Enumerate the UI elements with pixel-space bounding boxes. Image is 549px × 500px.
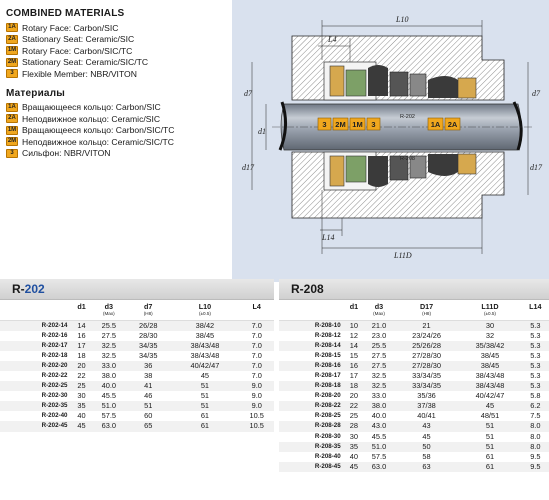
- table-cell: 46: [144, 391, 153, 401]
- table-cell: 38/43/48: [475, 370, 505, 380]
- table-row: [279, 351, 549, 361]
- table-cell: 27/28/30: [412, 350, 441, 360]
- material-en-item: [6, 57, 228, 69]
- table-cell: 5.3: [522, 361, 549, 371]
- table-cell: 38/45: [480, 350, 500, 360]
- table-row: [0, 391, 274, 401]
- model-cell: R-208-28: [279, 421, 345, 431]
- table-cell: 8.0: [530, 431, 541, 441]
- material-badge: 2M: [7, 58, 17, 65]
- table-row: [0, 331, 274, 341]
- table-cell: 21: [395, 320, 458, 331]
- table-cell: 33.0: [371, 391, 387, 401]
- table-cell: 7.0: [239, 341, 274, 351]
- model-cell: R-208-18: [279, 381, 345, 391]
- column-header-label: d1: [77, 302, 86, 311]
- table-row: [0, 411, 274, 421]
- tag-right-0: 1A: [430, 120, 441, 129]
- table-cell: 38/45: [195, 330, 215, 340]
- table-r202-grid: [0, 300, 274, 432]
- model-cell: R-202-35: [0, 401, 71, 411]
- table-row: [279, 320, 549, 331]
- table-row: [0, 341, 274, 351]
- table-cell: 7.0: [251, 370, 262, 380]
- table-cell: 58: [422, 451, 431, 461]
- table-cell: 14: [71, 320, 91, 331]
- material-text: Rotary Face: Carbon/SIC: [22, 22, 119, 33]
- tag-left-3: 3: [371, 120, 376, 129]
- material-badge: 1M: [7, 126, 17, 133]
- table-cell: 25.5: [92, 320, 127, 331]
- table-cell: 28/30: [138, 330, 158, 340]
- table-row: [279, 462, 549, 472]
- table-cell: 51.0: [363, 442, 395, 452]
- table-cell: 5.3: [530, 350, 541, 360]
- table-row: [279, 411, 549, 421]
- column-header: [71, 300, 91, 320]
- table-cell: 32.5: [101, 350, 116, 360]
- material-ru-item: [6, 113, 228, 125]
- model-cell: R-208-12: [314, 331, 341, 339]
- column-header-label: D17: [419, 302, 434, 311]
- material-text: Rotary Face: Carbon/SIC/TC: [22, 45, 133, 56]
- table-cell: 45.5: [101, 391, 116, 401]
- material-text: Stationary Seat: Ceramic/SIC: [22, 34, 135, 45]
- table-cell: 12: [349, 330, 359, 340]
- material-en-item: [6, 68, 228, 80]
- column-header-label: d3: [374, 302, 384, 311]
- table-cell: 45: [71, 421, 91, 431]
- table-cell: 14: [345, 341, 363, 351]
- table-cell: 5.3: [522, 381, 549, 391]
- material-ru-item: [6, 136, 228, 148]
- table-cell: 27.5: [363, 361, 395, 371]
- table-cell: 20: [349, 391, 359, 401]
- material-en-item: [6, 45, 228, 57]
- column-header: [279, 300, 345, 320]
- materials-title-ru: Материалы: [6, 87, 65, 99]
- model-cell: R-208-40: [314, 452, 341, 460]
- table-cell: 51.0: [92, 401, 127, 411]
- dim-d17: d17: [242, 163, 254, 172]
- model-cell: R-202-40: [41, 412, 68, 420]
- material-en-item: [6, 34, 228, 46]
- table-cell: 57.5: [371, 451, 387, 461]
- column-header-sub: (H8): [143, 311, 153, 316]
- table-cell: 40.0: [92, 381, 127, 391]
- table-cell: 35/38/42: [458, 341, 521, 351]
- table-cell: 51: [458, 421, 521, 431]
- table-cell: 10.5: [249, 411, 264, 421]
- table-row: [279, 381, 549, 391]
- table-cell: 40: [349, 451, 359, 461]
- model-cell: R-208-35: [279, 442, 345, 452]
- column-header-sub: (±0.5): [483, 311, 496, 316]
- table-cell: 34/35: [126, 341, 170, 351]
- tag-right-1: 2A: [447, 120, 458, 129]
- table-cell: 25.5: [363, 341, 395, 351]
- model-cell: R-208-20: [314, 392, 341, 400]
- model-cell: R-202-45: [0, 421, 71, 431]
- table-cell: 7.5: [530, 411, 541, 421]
- column-header-label: L14: [529, 302, 542, 311]
- table-cell: 38/43/48: [458, 381, 521, 391]
- table-cell: 65: [126, 421, 170, 431]
- table-row: [279, 371, 549, 381]
- table-cell: 9.0: [251, 391, 262, 401]
- table-r202-title-accent: 202: [24, 282, 45, 296]
- table-r208: [279, 279, 549, 500]
- table-cell: 9.0: [239, 381, 274, 391]
- table-cell: 33/34/35: [412, 370, 441, 380]
- table-row: [0, 401, 274, 411]
- table-cell: 5.3: [522, 341, 549, 351]
- table-row: [0, 351, 274, 361]
- dim-l10: L10: [396, 15, 409, 24]
- table-cell: 33/34/35: [395, 381, 458, 391]
- table-cell: 5.8: [530, 391, 541, 401]
- material-en-item: [6, 22, 228, 34]
- materials-list-ru: [6, 102, 228, 160]
- tag-left-0: 3: [322, 120, 327, 129]
- dim-d7: d7: [244, 89, 252, 98]
- table-cell: 38: [144, 370, 153, 380]
- table-cell: 32.5: [371, 370, 387, 380]
- model-cell: R-202-22: [41, 371, 68, 379]
- table-cell: 61: [485, 451, 495, 461]
- table-cell: 45: [345, 462, 363, 472]
- table-row: [279, 391, 549, 401]
- model-cell: R-208-16: [279, 361, 345, 371]
- material-ru-item: [6, 102, 228, 114]
- table-cell: 38/42: [170, 320, 239, 331]
- table-cell: 50: [395, 442, 458, 452]
- table-row: [279, 361, 549, 371]
- table-cell: 45: [422, 431, 431, 441]
- column-header-sub: (Max): [102, 311, 115, 316]
- table-cell: 40/41: [417, 411, 436, 421]
- model-cell: R-202-17: [0, 341, 71, 351]
- table-cell: 15: [349, 350, 359, 360]
- table-cell: 45: [458, 401, 521, 411]
- material-badge: 3: [6, 149, 18, 158]
- table-row: [279, 421, 549, 431]
- table-cell: 32.5: [92, 341, 127, 351]
- r208-label: R-208: [400, 156, 415, 162]
- table-cell: 22: [77, 370, 86, 380]
- table-cell: 25/26/28: [395, 341, 458, 351]
- model-cell: R-208-17: [314, 371, 341, 379]
- model-cell: R-208-25: [314, 412, 341, 420]
- table-cell: 16: [345, 361, 363, 371]
- table-cell: 51: [170, 381, 239, 391]
- material-text: Вращающееся кольцо: Carbon/SIC/TC: [22, 125, 175, 136]
- column-header-label: d3: [104, 302, 113, 311]
- table-cell: 18: [77, 350, 86, 360]
- dim-l110: L11D: [394, 251, 412, 260]
- material-text: Flexible Member: NBR/VITON: [22, 68, 137, 79]
- model-cell: R-208-14: [279, 341, 345, 351]
- table-cell: 36: [126, 361, 170, 371]
- table-cell: 27/28/30: [395, 361, 458, 371]
- table-cell: 16: [77, 330, 86, 340]
- table-cell: 37/38: [395, 401, 458, 411]
- model-cell: R-202-16: [41, 331, 68, 339]
- material-text: Неподвижное кольцо: Ceramic/SIC: [22, 113, 161, 124]
- table-cell: 40/42/47: [475, 391, 505, 401]
- table-row: [279, 432, 549, 442]
- table-cell: 6.2: [522, 401, 549, 411]
- table-r202-title: [0, 279, 274, 300]
- material-text: Stationary Seat: Ceramic/SIC/TC: [22, 57, 149, 68]
- material-text: Вращающееся кольцо: Carbon/SIC: [22, 102, 161, 113]
- column-header: [522, 300, 549, 320]
- column-header: [458, 300, 521, 320]
- table-cell: 35/36: [417, 391, 436, 401]
- table-cell: 23/24/26: [412, 330, 441, 340]
- table-cell: 51: [126, 401, 170, 411]
- table-cell: 5.3: [530, 370, 541, 380]
- table-cell: 51: [485, 431, 495, 441]
- material-ru-item: [6, 125, 228, 137]
- table-cell: 25: [71, 381, 91, 391]
- table-cell: 61: [458, 462, 521, 472]
- table-cell: 25: [349, 411, 359, 421]
- table-cell: 30: [458, 320, 521, 331]
- model-cell: R-208-30: [314, 432, 341, 440]
- table-cell: 51: [200, 391, 210, 401]
- table-cell: 51: [458, 442, 521, 452]
- dim-l14: L14: [322, 233, 335, 242]
- material-badge: 2A: [6, 114, 18, 123]
- table-cell: 33.0: [92, 361, 127, 371]
- table-cell: 5.3: [522, 320, 549, 331]
- materials-title-en: COMBINED MATERIALS: [6, 8, 125, 19]
- table-cell: 10: [345, 320, 363, 331]
- table-row: [279, 341, 549, 351]
- table-cell: 32: [485, 330, 495, 340]
- table-cell: 51: [170, 401, 239, 411]
- column-header-label: L10: [198, 302, 212, 311]
- table-cell: 30: [77, 391, 86, 401]
- dim-d1: d1: [258, 127, 266, 136]
- table-r208-grid: [279, 300, 549, 472]
- column-header-sub: (Max): [373, 311, 385, 316]
- table-cell: 40/42/47: [170, 361, 239, 371]
- table-r202: [0, 279, 274, 500]
- table-cell: 10.5: [239, 421, 274, 431]
- table-cell: 9.5: [530, 451, 541, 461]
- table-cell: 30: [349, 431, 359, 441]
- model-cell: R-202-18: [41, 351, 68, 359]
- dim-d17-right: d17: [530, 163, 542, 172]
- tag-left-2: 1M: [352, 120, 363, 129]
- seal-drawing-panel: [232, 0, 549, 282]
- table-r208-title: R-208: [279, 279, 549, 300]
- table-cell: 43.0: [363, 421, 395, 431]
- table-cell: 27.5: [101, 330, 116, 340]
- table-cell: 38.0: [101, 370, 116, 380]
- table-row: [0, 371, 274, 381]
- dim-d7-right: d7: [532, 89, 540, 98]
- material-ru-item: [6, 148, 228, 160]
- table-cell: 43: [395, 421, 458, 431]
- seal-cross-section-drawing: [232, 0, 549, 282]
- column-header: [0, 300, 71, 320]
- material-badge: 1A: [6, 103, 18, 112]
- table-cell: 45.5: [371, 431, 387, 441]
- model-cell: R-202-25: [0, 381, 71, 391]
- table-cell: 7.0: [239, 320, 274, 331]
- table-row: [0, 361, 274, 371]
- table-cell: 61: [200, 411, 210, 421]
- material-badge: 2A: [6, 35, 18, 44]
- table-row: [0, 381, 274, 391]
- table-cell: 8.0: [522, 421, 549, 431]
- column-header: [345, 300, 363, 320]
- table-row: [279, 331, 549, 341]
- table-cell: 34/35: [138, 350, 158, 360]
- column-header: [92, 300, 127, 320]
- material-badge: 2M: [7, 138, 17, 145]
- material-text: Сильфон: NBR/VITON: [22, 148, 111, 159]
- table-r202-title-prefix: R-: [12, 282, 25, 296]
- table-cell: 60: [144, 411, 153, 421]
- table-cell: 8.0: [522, 442, 549, 452]
- table-cell: 5.3: [530, 330, 541, 340]
- table-cell: 9.0: [239, 401, 274, 411]
- table-cell: 7.0: [251, 330, 262, 340]
- model-cell: R-208-10: [279, 320, 345, 331]
- column-header-label: d1: [349, 302, 359, 311]
- table-cell: 41: [126, 381, 170, 391]
- table-cell: 9.5: [522, 462, 549, 472]
- model-cell: R-208-15: [314, 351, 341, 359]
- table-cell: 32.5: [363, 381, 395, 391]
- table-cell: 28: [345, 421, 363, 431]
- table-cell: 26/28: [126, 320, 170, 331]
- table-cell: 38/43/48: [170, 341, 239, 351]
- table-cell: 20: [71, 361, 91, 371]
- model-cell: R-202-20: [0, 361, 71, 371]
- material-badge: 1A: [6, 23, 18, 32]
- table-cell: 40: [77, 411, 86, 421]
- table-row: [279, 401, 549, 411]
- column-header: [170, 300, 239, 320]
- table-cell: 38.0: [363, 401, 395, 411]
- material-badge: 3: [6, 69, 18, 78]
- column-header-sub: (H8): [422, 311, 432, 316]
- r202-label: R-202: [400, 114, 415, 120]
- column-header: [363, 300, 395, 320]
- table-row: [279, 452, 549, 462]
- table-cell: 35: [345, 442, 363, 452]
- table-cell: 40.0: [371, 411, 387, 421]
- table-cell: 18: [345, 381, 363, 391]
- tag-left-1: 2M: [335, 120, 346, 129]
- materials-list-en: [6, 22, 228, 80]
- model-cell: R-202-30: [41, 392, 68, 400]
- dim-l4: L4: [328, 35, 337, 44]
- table-cell: 57.5: [101, 411, 116, 421]
- shaft: [272, 102, 532, 150]
- table-cell: 21.0: [363, 320, 395, 331]
- table-cell: 7.0: [251, 350, 262, 360]
- table-row: [0, 421, 274, 431]
- table-cell: 38/45: [458, 361, 521, 371]
- column-header: [395, 300, 458, 320]
- table-cell: 17: [349, 370, 359, 380]
- column-header-label: d7: [144, 302, 153, 311]
- model-cell: R-208-45: [279, 462, 345, 472]
- materials-legend: [6, 8, 228, 159]
- table-cell: 63: [395, 462, 458, 472]
- table-cell: 61: [170, 421, 239, 431]
- table-cell: 17: [71, 341, 91, 351]
- table-row: [0, 320, 274, 331]
- table-cell: 35: [71, 401, 91, 411]
- table-cell: 27.5: [371, 350, 387, 360]
- table-cell: 38/43/48: [190, 350, 220, 360]
- column-header: [126, 300, 170, 320]
- column-header: [239, 300, 274, 320]
- table-cell: 63.0: [92, 421, 127, 431]
- model-cell: R-208-22: [279, 401, 345, 411]
- table-cell: 7.0: [239, 361, 274, 371]
- table-row: [279, 442, 549, 452]
- material-badge: 1M: [7, 47, 17, 54]
- table-cell: 23.0: [371, 330, 387, 340]
- table-cell: 45: [200, 370, 210, 380]
- table-cell: 63.0: [363, 462, 395, 472]
- table-cell: 48/51: [480, 411, 500, 421]
- model-cell: R-202-14: [0, 320, 71, 331]
- column-header-label: L4: [252, 302, 261, 311]
- material-text: Неподвижное кольцо: Ceramic/SIC/TC: [22, 136, 174, 147]
- column-header-label: L11D: [481, 302, 499, 311]
- table-cell: 22: [345, 401, 363, 411]
- column-header-sub: (±0.5): [198, 311, 211, 316]
